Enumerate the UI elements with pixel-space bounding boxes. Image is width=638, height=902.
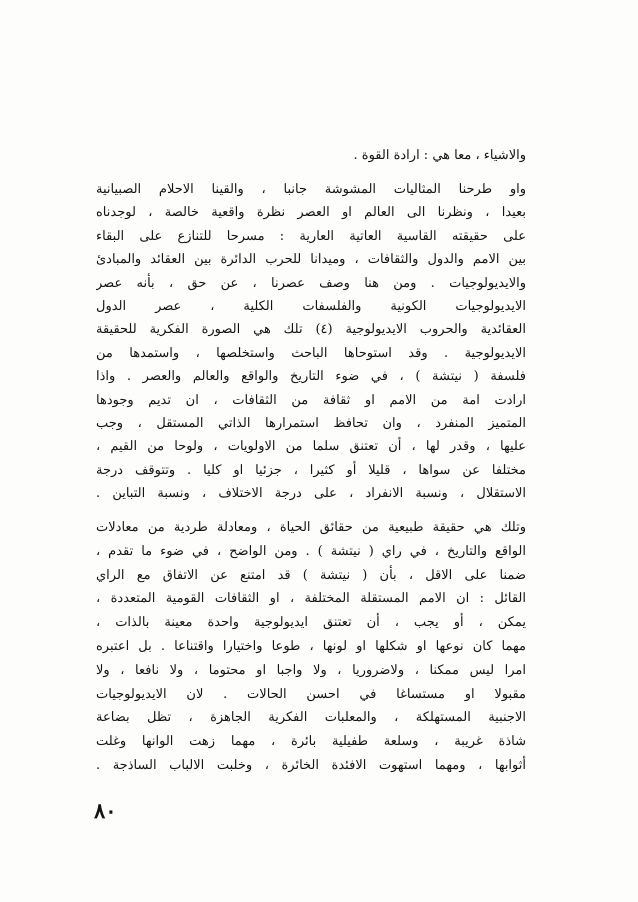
paragraph-2-line: شاذة غريبة ، وسلعة طفيلية بائرة ، مهما زهت الوانها وغلت [96,734,526,750]
paragraph-1-line: عليها ، وقدر لها ، أن تعتنق سلما من الاولويات ، ولوحا من القيم ، [96,439,526,455]
paragraph-2-line: وتلك هي حقيقة طبيعية من حقائق الحياة ، ومعادلة طردية من معادلات [96,520,526,535]
paragraph-2-line: ضمنا على الاقل ، بأن ( نيتشة ) قد امتنع عن الاتفاق مع الراي [96,567,526,583]
paragraph-2-line: يمكن ، أو يجب ، أن تعتنق ايديولوجية واحدة معينة بالذات ، [96,615,526,631]
paragraph-1-line: بعيدا ، ونظرنا الى العالم او العصر نظرة واقعية خالصة ، لوجدناه [96,205,526,221]
page-number: ٨٠ [94,798,117,823]
paragraph-1-line: واو طرحنا المثاليات المشوشة جانبا ، والقينا الاحلام الصبيانية [96,182,526,197]
paragraph-2-line: القائل : ان الامم المستقلة المختلفة ، او الثقافات القومية المتعددة ، [96,591,526,607]
paragraph-2-line: مهما كان نوعها او شكلها او لونها ، طوعا واختيارا واقتناعا . بل اعتبره [96,638,526,654]
paragraph-1 [96,178,526,505]
paragraph-1-line: فلسفة ( نيتشة ) ، في ضوء التاريخ والواقع والعالم والعصر . واذا [96,369,526,385]
paragraph-2-line: الواقع والتاريخ ، في راي ( نيتشة ) . ومن الواضح ، في ضوء ما تقدم ، [96,543,526,559]
opening-line-block [96,142,526,170]
paragraph-1-line: المتميز المنفرد ، وان تحافظ استمرارها الذاتي المستقل ، وجب [96,415,526,431]
paragraph-1-line: الايديولوجيات الكونية والفلسفات الكلية ، عصر الدول [96,298,526,314]
paragraph-1-line: الاستقلال ، ونسبة الانفراد ، على درجة الاختلاف ، ونسبة التباين . [96,486,526,502]
opening-line: والاشياء ، معا هي : ارادة القوة . [353,148,526,163]
paragraph-2-line: مقبولا او مستساغا في احسن الحالات . لان الايديولوجيات [96,686,526,702]
paragraph-1-line: والايديولوجيات . ومن هنا وصف عصرنا ، عن حق ، بأنه عصر [96,275,526,291]
paragraph-1-line: ارادت امة من الامم او ثقافة من الثقافات ، ان تديم وجودها [96,392,526,408]
paragraph-1-line: بين الامم والدول والثقافات ، وميدانا للحرب الدائرة بين العقائد والمبادئ [96,252,526,268]
paragraph-1-line: على حقيقته القاسية العاتية العارية : مسرحا للتنازع على البقاء [96,228,526,244]
paragraph-1-line: الايديولوجية . وقد استوحاها الباحث واستخلصها ، واستمدها من [96,345,526,361]
paragraph-2-line: الاجنبية المستهلكة ، والمعلبات الفكرية الجاهزة ، تظل بضاعة [96,710,526,726]
paragraph-2-line: امرا ليس ممكنا ، ولاضروريا ، ولا واجبا او محتوما ، ولا نافعا ، ولا [96,662,526,678]
paragraph-2 [96,516,526,778]
paragraph-1-line: العقائدية والحروب الايديولوجية (٤) تلك هي الصورة الفكرية للحقيقة [96,322,526,338]
paragraph-1-line: مختلفا عن سواها ، قليلا أو كثيرا ، جزئيا او كليا . وتتوقف درجة [96,462,526,478]
paragraph-2-line: أثوابها ، ومهما استهوت الافئدة الخائرة ، وخلبت الالباب الساذجة . [96,757,526,773]
